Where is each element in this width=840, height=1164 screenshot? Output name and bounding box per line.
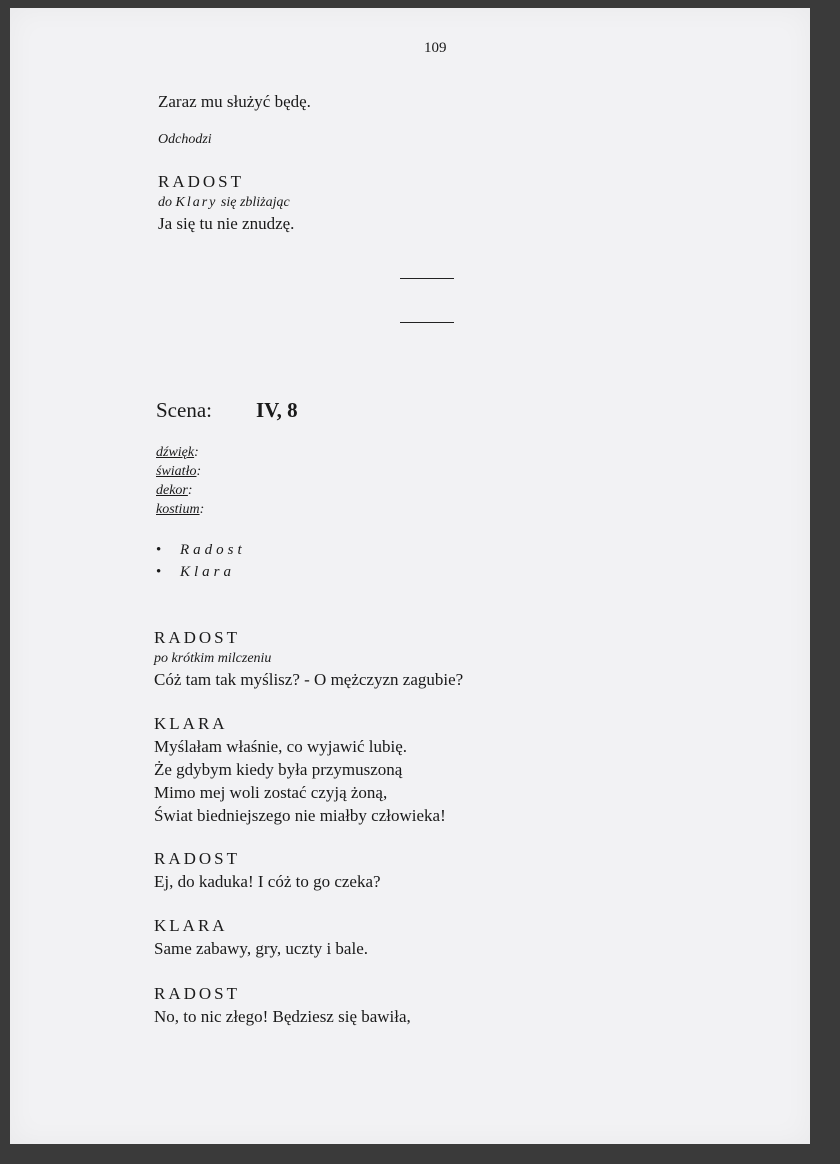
- scene-label: Scena:: [156, 398, 212, 422]
- speaker-name: RADOST: [154, 628, 241, 647]
- verse-line: Że gdybym kiedy była przymuszoną: [154, 760, 403, 779]
- stage-direction: po krótkim milczeniu: [154, 651, 272, 666]
- cast-name: Radost: [180, 542, 246, 558]
- speaker-name: KLARA: [154, 916, 228, 935]
- meta-label: dźwięk: [156, 445, 195, 460]
- verse-line: Myślałam właśnie, co wyjawić lubię.: [154, 737, 408, 756]
- speaker-name: KLARA: [154, 714, 228, 733]
- meta-sound: dźwięk:: [156, 445, 199, 460]
- meta-set: dekor:: [156, 483, 193, 498]
- stage-direction: Odchodzi: [158, 132, 212, 147]
- verse-line: Same zabawy, gry, uczty i bale.: [154, 939, 368, 958]
- meta-label: dekor: [156, 483, 188, 498]
- stage-text: do: [158, 195, 176, 210]
- verse-line: Mimo mej woli zostać czyją żoną,: [154, 783, 388, 802]
- verse-line: Cóż tam tak myślisz? - O mężczyzn zagubie?: [154, 670, 464, 689]
- stage-name: Klary: [175, 195, 218, 210]
- scene-number: IV, 8: [256, 398, 298, 422]
- cast-item: [156, 542, 246, 559]
- speaker-name: RADOST: [154, 984, 241, 1003]
- cast-name: Klara: [180, 564, 236, 580]
- meta-light: światło:: [156, 464, 202, 479]
- stage-direction: [158, 195, 290, 211]
- verse-line: No, to nic złego! Będziesz się bawiła,: [154, 1007, 411, 1026]
- divider-line: [400, 322, 454, 323]
- speaker-name: RADOST: [158, 172, 245, 191]
- bullet-icon: •: [156, 542, 162, 558]
- meta-label: światło: [156, 464, 197, 479]
- stage-text: się zbliżając: [217, 195, 290, 210]
- speaker-name: RADOST: [154, 849, 241, 868]
- verse-line: Świat biedniejszego nie miałby człowieka!: [154, 806, 446, 825]
- verse-line: Ja się tu nie znudzę.: [158, 214, 295, 233]
- page-number: 109: [424, 40, 447, 56]
- verse-line: Zaraz mu służyć będę.: [158, 92, 311, 111]
- cast-item: [156, 564, 235, 581]
- meta-label: kostium: [156, 502, 200, 517]
- divider-line: [400, 278, 454, 279]
- meta-costume: kostium:: [156, 502, 205, 517]
- bullet-icon: •: [156, 564, 162, 580]
- document-page: [10, 8, 810, 1144]
- verse-line: Ej, do kaduka! I cóż to go czeka?: [154, 872, 381, 891]
